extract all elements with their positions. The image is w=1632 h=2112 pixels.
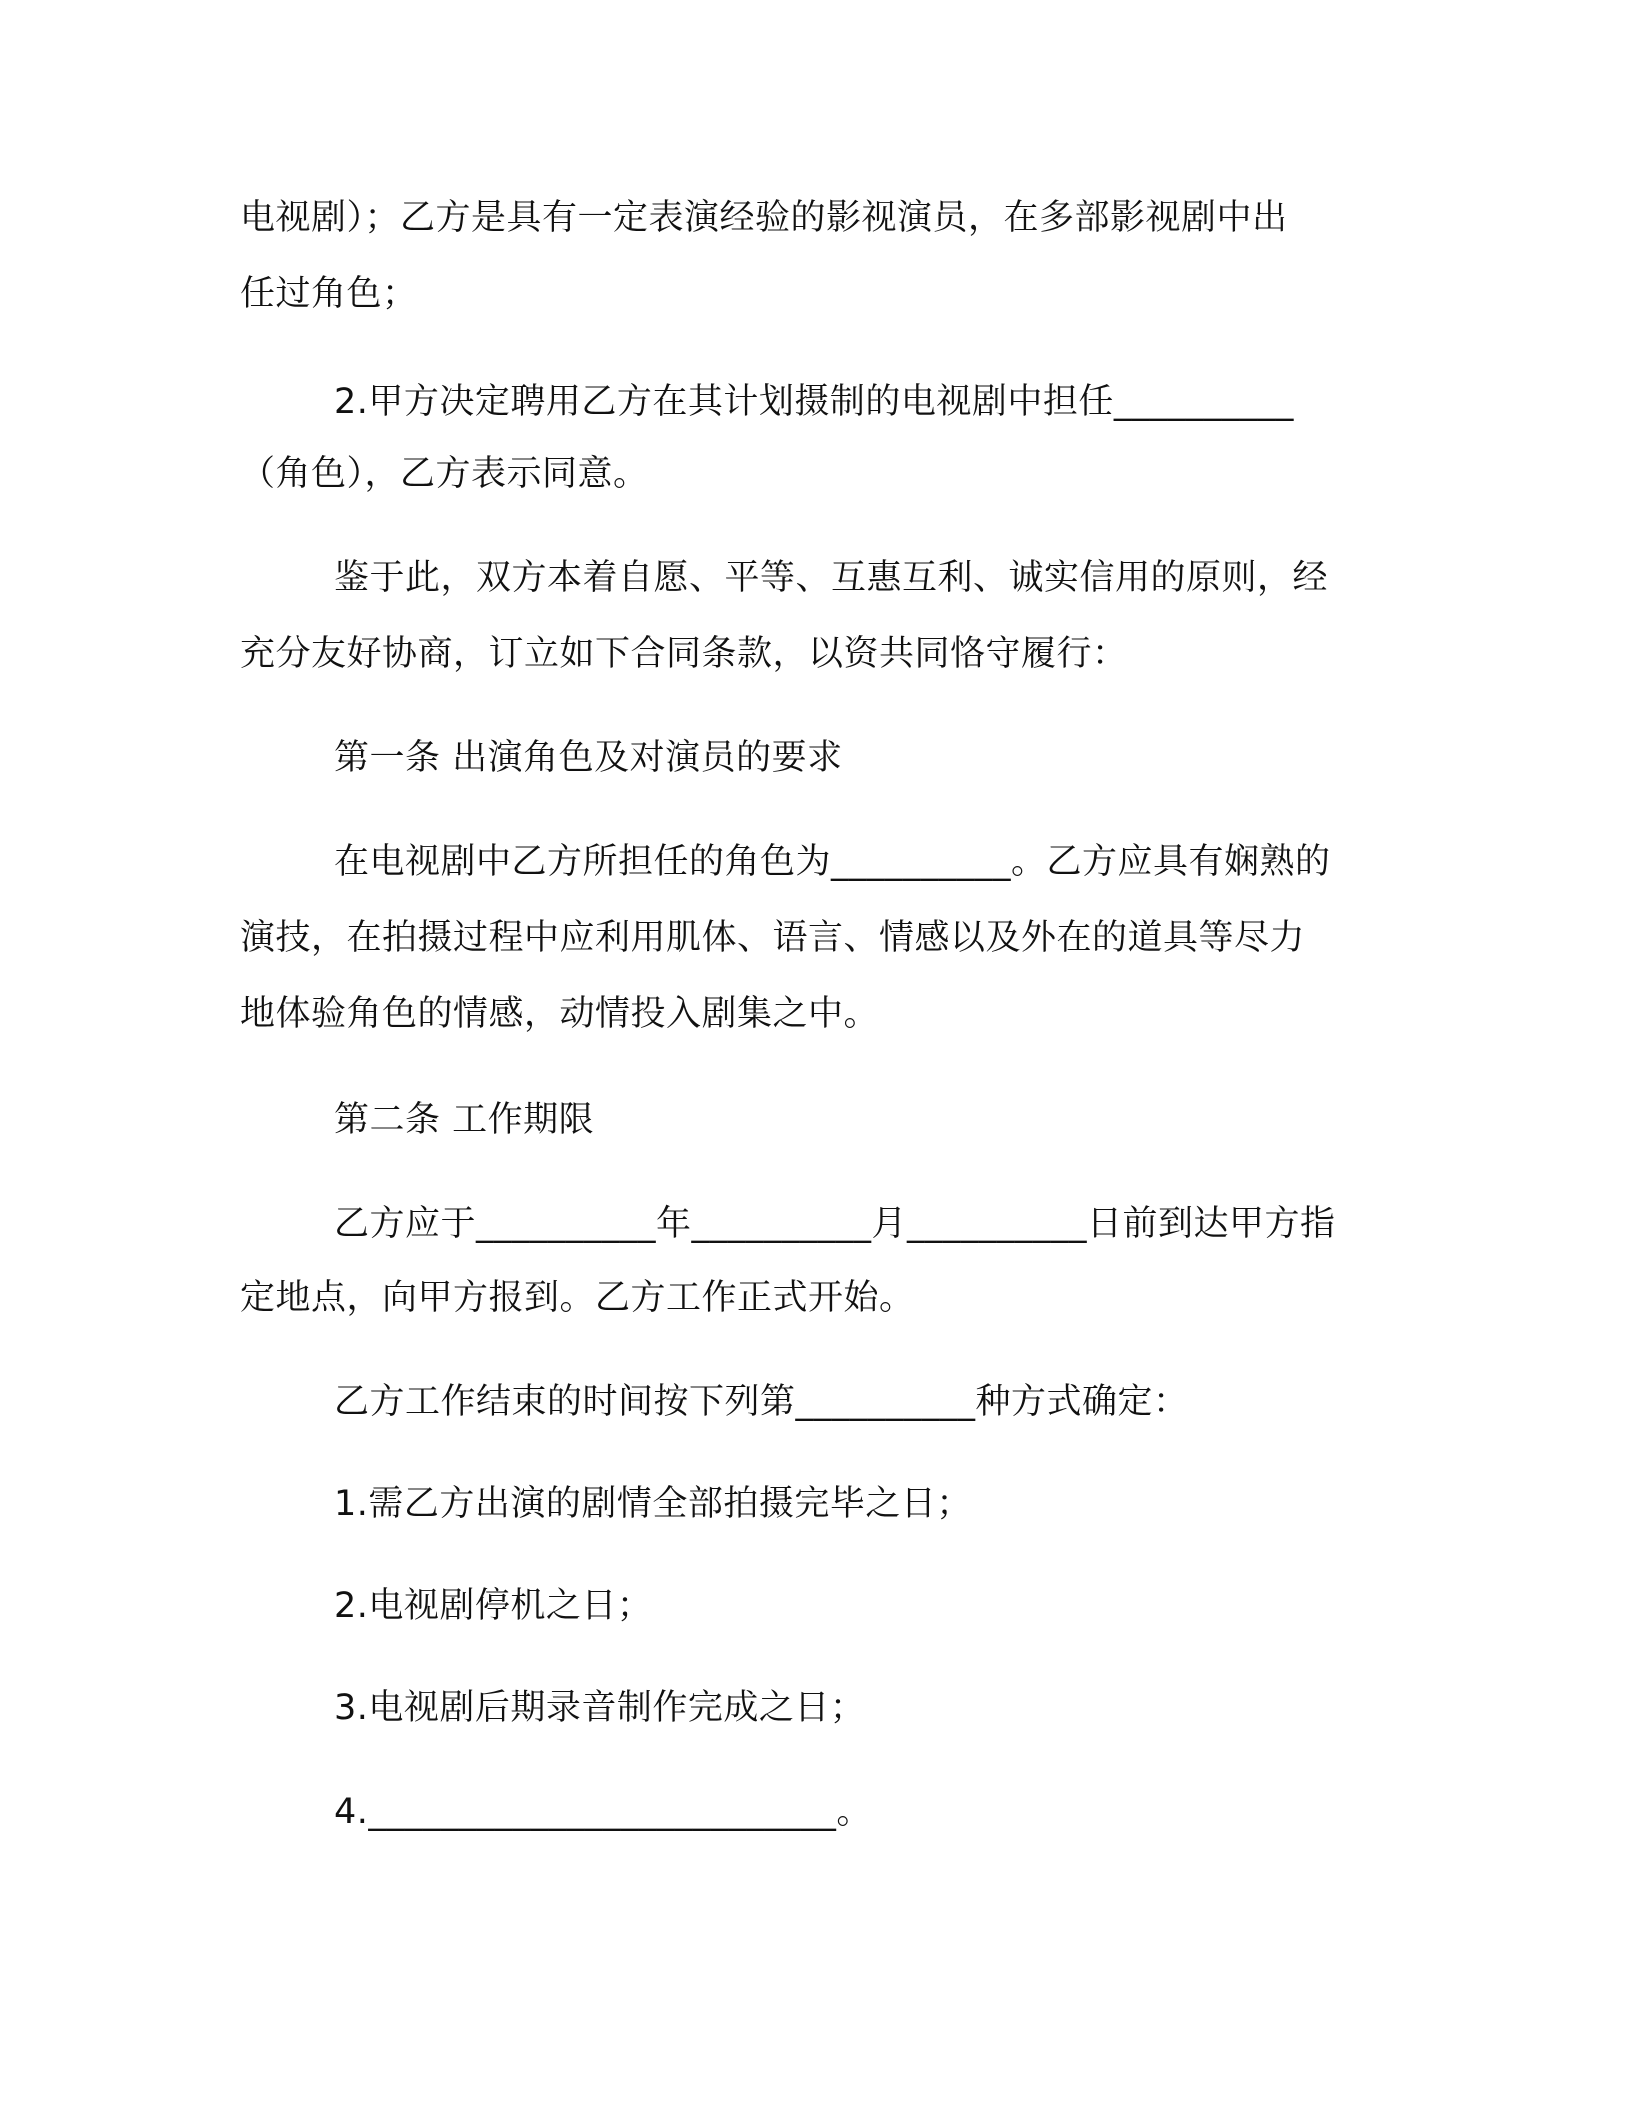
text-line-14: 乙方工作结束的时间按下列第__________种方式确定：	[334, 1382, 1189, 1422]
list-item-2: 2.电视剧停机之日；	[334, 1586, 653, 1626]
text-line-13: 定地点，向甲方报到。乙方工作正式开始。	[240, 1278, 915, 1318]
text-line-1: 电视剧）；乙方是具有一定表演经验的影视演员，在多部影视剧中出	[240, 198, 1288, 238]
list-item-3: 3.电视剧后期录音制作完成之日；	[334, 1688, 866, 1728]
text-line-8: 在电视剧中乙方所担任的角色为__________。乙方应具有娴熟的	[334, 842, 1331, 882]
list-item-1: 1.需乙方出演的剧情全部拍摄完毕之日；	[334, 1484, 972, 1524]
text-line-4: （角色），乙方表示同意。	[240, 454, 649, 494]
text-line-9: 演技，在拍摄过程中应利用肌体、语言、情感以及外在的道具等尽力	[240, 918, 1306, 958]
text-line-10: 地体验角色的情感，动情投入剧集之中。	[240, 994, 880, 1034]
text-line-6: 充分友好协商，订立如下合同条款，以资共同恪守履行：	[240, 634, 1128, 674]
section-heading-2: 第二条 工作期限	[334, 1100, 595, 1140]
text-line-3: 2.甲方决定聘用乙方在其计划摄制的电视剧中担任__________	[334, 382, 1294, 422]
text-line-5: 鉴于此，双方本着自愿、平等、互惠互利、诚实信用的原则，经	[334, 558, 1329, 598]
text-line-12: 乙方应于__________年__________月__________日前到达甲方指	[334, 1204, 1336, 1244]
list-item-4: 4.__________________________。	[334, 1792, 872, 1832]
text-line-2: 任过角色；	[240, 274, 418, 314]
section-heading-1: 第一条 出演角色及对演员的要求	[334, 738, 843, 778]
